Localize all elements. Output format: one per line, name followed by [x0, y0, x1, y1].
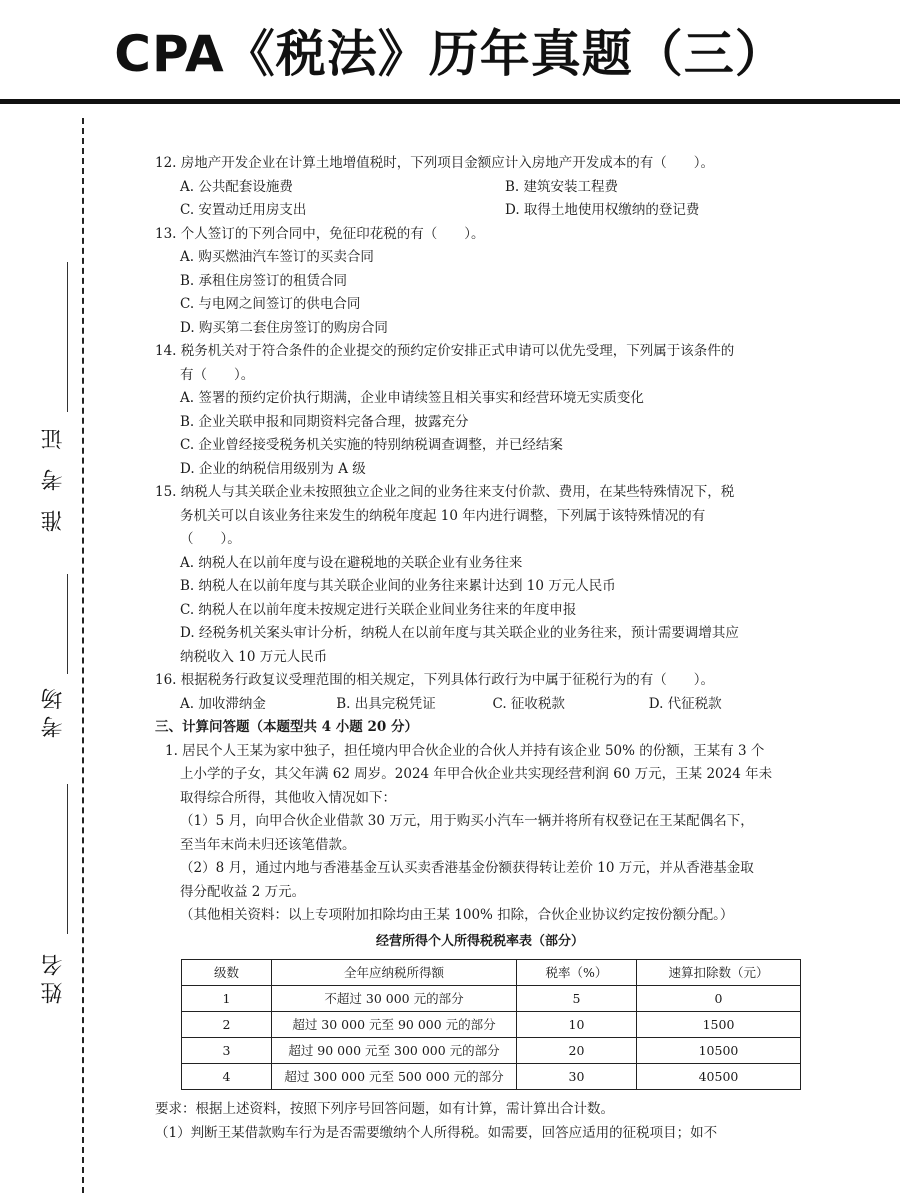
- title-bar: [0, 0, 900, 104]
- option-d: D. 取得土地使用权缴纳的登记费: [505, 202, 700, 218]
- table-row: [182, 1064, 801, 1090]
- option-a: A. 签署的预约定价执行期满，企业申请续签且相关事实和经营环境无实质变化: [180, 390, 644, 406]
- paragraph: （2）8 月，通过内地与香港基金互认买卖香港基金份额获得转让差价 10 万元，并从香港基金取: [180, 860, 754, 876]
- section-heading: 三、计算问答题（本题型共 4 小题 20 分）: [155, 719, 418, 735]
- exam-room-label: 考场: [41, 682, 66, 738]
- calc-question-1: [155, 740, 805, 928]
- option-d: D. 经税务机关案头审计分析，纳税人在以前年度与其关联企业的业务往来，预计需要调增其应: [180, 625, 739, 641]
- paragraph: 1. 居民个人王某为家中独子，担任境内甲合伙企业的合伙人并持有该企业 50% 的份额，王某有 3 个: [165, 742, 765, 759]
- exam-room-underline: [67, 574, 68, 674]
- exam-content: [155, 152, 805, 1145]
- tax-rate-table: [181, 959, 801, 1090]
- question-stem: 16. 根据税务行政复议受理范围的相关规定，下列具体行政行为中属于征税行为的有（ ）。: [155, 672, 715, 688]
- paragraph: （其他相关资料：以上专项附加扣除均由王某 100% 扣除，合伙企业协议约定按份额分配。）: [180, 907, 734, 923]
- option-c: C. 征收税款: [492, 695, 565, 712]
- option-b: B. 承租住房签订的租赁合同: [180, 272, 348, 289]
- table-cell: 超过 300 000 元至 500 000 元的部分: [272, 1064, 517, 1090]
- option-a: A. 购买燃油汽车签订的买卖合同: [180, 249, 374, 265]
- option-c: C. 纳税人在以前年度未按规定进行关联企业间业务往来的年度申报: [180, 601, 577, 618]
- table-row: [182, 1038, 801, 1064]
- paragraph: 取得综合所得，其他收入情况如下：: [180, 789, 396, 806]
- table-title: 经营所得个人所得税税率表（部分）: [375, 933, 584, 949]
- question-stem: 12. 房地产开发企业在计算土地增值税时，下列项目金额应计入房地产开发成本的有（ ）。: [155, 155, 715, 171]
- option-d: D. 代征税款: [648, 695, 722, 712]
- name-label: 姓名: [41, 948, 66, 1004]
- table-cell: 5: [517, 986, 637, 1012]
- table-cell: 超过 90 000 元至 300 000 元的部分: [272, 1038, 517, 1064]
- option-d: D. 购买第二套住房签订的购房合同: [180, 319, 388, 336]
- option-b: B. 出具完税凭证: [336, 695, 436, 712]
- question-stem: 15. 纳税人与其关联企业未按照独立企业之间的业务往来支付价款、费用，在某些特殊情况下，税: [155, 484, 735, 500]
- table-cell: 4: [182, 1064, 272, 1090]
- question-12: [155, 152, 805, 223]
- name-underline: [67, 784, 68, 934]
- column-header: 全年应纳税所得额: [272, 960, 517, 986]
- question-stem-cont: （ ）。: [180, 531, 241, 547]
- exam-page: [0, 104, 900, 1200]
- requirement: 要求：根据上述资料，按照下列序号回答问题，如有计算，需计算出合计数。: [155, 1101, 614, 1117]
- table-row: [182, 986, 801, 1012]
- option-c: C. 与电网之间签订的供电合同: [180, 296, 361, 312]
- question-15: [155, 481, 805, 669]
- question-13: [155, 223, 805, 341]
- admission-ticket-label: 准 考 证: [41, 422, 66, 532]
- paragraph: 至当年末尚未归还该笔借款。: [180, 836, 356, 853]
- question-stem-cont: 务机关可以自该业务往来发生的纳税年度起 10 年内进行调整，下列属于该特殊情况的有: [180, 507, 706, 524]
- option-a: A. 加收滞纳金: [180, 695, 266, 712]
- option-d-cont: 纳税收入 10 万元人民币: [180, 648, 328, 665]
- paragraph: 上小学的子女，其父年满 62 周岁。2024 年甲合伙企业共实现经营利润 60 万元，王某 2024 年未: [180, 766, 773, 782]
- option-b: B. 企业关联申报和同期资料完备合理，披露充分: [180, 413, 469, 430]
- option-a: A. 公共配套设施费: [180, 178, 293, 195]
- question-stem: 13. 个人签订的下列合同中，免征印花税的有（ ）。: [155, 225, 485, 242]
- option-c: C. 安置动迁用房支出: [180, 202, 307, 218]
- table-cell: 1: [182, 986, 272, 1012]
- option-b: B. 建筑安装工程费: [505, 178, 619, 195]
- table-cell: 30: [517, 1064, 637, 1090]
- table-cell: 0: [637, 986, 801, 1012]
- column-header: 税率（%）: [517, 960, 637, 986]
- table-cell: 10: [517, 1012, 637, 1038]
- column-header: 速算扣除数（元）: [637, 960, 801, 986]
- question-14: [155, 340, 805, 481]
- question-16: [155, 669, 805, 716]
- column-header: 级数: [182, 960, 272, 986]
- table-cell: 20: [517, 1038, 637, 1064]
- table-cell: 1500: [637, 1012, 801, 1038]
- option-c: C. 企业曾经接受税务机关实施的特别纳税调查调整，并已经结案: [180, 437, 563, 453]
- option-a: A. 纳税人在以前年度与设在避税地的关联企业有业务往来: [180, 554, 523, 571]
- requirement-item: （1）判断王某借款购车行为是否需要缴纳个人所得税。如需要，回答应适用的征税项目；如不: [155, 1124, 718, 1141]
- question-stem-cont: 有（ ）。: [180, 366, 255, 383]
- table-cell: 10500: [637, 1038, 801, 1064]
- paragraph: （1）5 月，向甲合伙企业借款 30 万元，用于购买小汽车一辆并将所有权登记在王某配偶名下，: [180, 813, 754, 829]
- paragraph: 得分配收益 2 万元。: [180, 883, 306, 900]
- table-cell: 40500: [637, 1064, 801, 1090]
- table-cell: 不超过 30 000 元的部分: [272, 986, 517, 1012]
- question-stem: 14. 税务机关对于符合条件的企业提交的预约定价安排正式申请可以优先受理，下列属于该条件的: [155, 343, 735, 359]
- table-header-row: [182, 960, 801, 986]
- table-row: [182, 1012, 801, 1038]
- option-d: D. 企业的纳税信用级别为 A 级: [180, 460, 366, 477]
- admission-ticket-underline: [67, 262, 68, 412]
- table-cell: 2: [182, 1012, 272, 1038]
- binding-dashed-line: [82, 118, 84, 1193]
- table-cell: 3: [182, 1038, 272, 1064]
- page-title: CPA《税法》历年真题（三）: [114, 24, 786, 83]
- option-b: B. 纳税人在以前年度与其关联企业间的业务往来累计达到 10 万元人民币: [180, 578, 616, 594]
- table-cell: 超过 30 000 元至 90 000 元的部分: [272, 1012, 517, 1038]
